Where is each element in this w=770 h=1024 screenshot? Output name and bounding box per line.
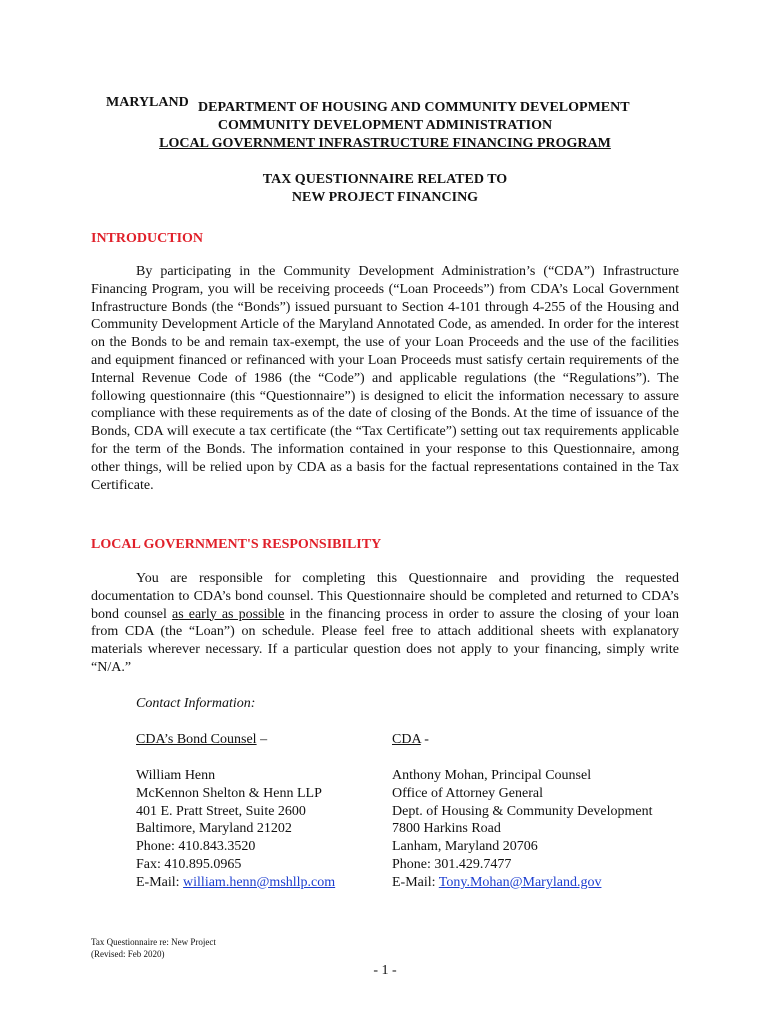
header-administration: COMMUNITY DEVELOPMENT ADMINISTRATION	[217, 118, 553, 133]
responsibility-paragraph	[91, 570, 679, 677]
bond-counsel-fax: Fax: 410.895.0965	[136, 856, 242, 872]
header-department: DEPARTMENT OF HOUSING AND COMMUNITY DEVELOPMENT	[198, 100, 630, 115]
cda-contact	[392, 767, 653, 892]
footer-line-1: Tax Questionnaire re: New Project	[91, 937, 216, 947]
header-program: LOCAL GOVERNMENT INFRASTRUCTURE FINANCING PROGRAM	[159, 136, 611, 151]
cda-email-label: E-Mail:	[392, 874, 439, 890]
bond-counsel-heading	[136, 731, 267, 749]
cda-heading-text: CDA	[392, 732, 421, 747]
bond-counsel-heading-suffix: –	[256, 732, 268, 747]
introduction-heading: INTRODUCTION	[91, 231, 204, 246]
cda-heading-suffix: -	[420, 732, 429, 747]
cda-email-link[interactable]: Tony.Mohan@Maryland.gov	[438, 874, 602, 890]
footer-note	[91, 936, 216, 960]
title-line-1: TAX QUESTIONNAIRE RELATED TO	[262, 172, 508, 187]
footer-line-2: (Revised: Feb 2020)	[91, 949, 165, 959]
cda-department: Dept. of Housing & Community Development	[392, 803, 653, 819]
bond-counsel-heading-text: CDA’s Bond Counsel	[136, 732, 257, 747]
bond-counsel-name: William Henn	[136, 768, 216, 783]
bond-counsel-address-1: 401 E. Pratt Street, Suite 2600	[136, 803, 306, 819]
bond-counsel-email-link[interactable]: william.henn@mshllp.com	[183, 874, 336, 890]
introduction-body: By participating in the Community Development Administration’s (“CDA”) Infrastructure Financing Program, you will be receiving proceeds (“Loan Proceeds”) from CDA’s Local Government Infrastructure Bonds (the “Bonds”) issued pursuant to Section 4-101 through 4-255 of the Housing and Community Development Article of the Maryland Annotated Code, as amended. In order for the interest on the Bonds to be and remain tax-exempt, the use of your Loan Proceeds and the use of the facilities and equipment financed or refinanced with your Loan Proceeds must satisfy certain requirements of the Internal Revenue Code of 1986 (the “Code”) and applicable regulations (the “Regulations”). The following questionnaire (this “Questionnaire”) is designed to elicit the information necessary to assure compliance with these requirements as of the date of closing of the Bonds. At the time of issuance of the Bonds, CDA will execute a tax certificate (the “Tax Certificate”) setting out tax requirements applicable for the term of the Bonds. The information contained in your response to this Questionnaire, among other things, will be relied upon by CDA as a basis for the factual representations contained in the Tax Certificate.	[91, 264, 679, 493]
bond-counsel-address-2: Baltimore, Maryland 21202	[136, 821, 292, 837]
bond-counsel-firm: McKennon Shelton & Henn LLP	[136, 785, 322, 801]
page-number: - 1 -	[373, 963, 397, 978]
responsibility-body-emphasis: as early as possible	[171, 606, 285, 622]
introduction-paragraph	[91, 263, 679, 494]
bond-counsel-email-line	[136, 874, 335, 892]
cda-email-line	[392, 874, 653, 892]
cda-address-1: 7800 Harkins Road	[392, 821, 501, 837]
responsibility-body-after: in the financing process in order to assure the closing of your loan from CDA (the “Loan”) on schedule. Please feel free to attach additional sheets with explanatory materials wherever necessary. If a particular question does not apply to your financing, simply write “N/A.”	[91, 606, 680, 675]
responsibility-body	[91, 570, 679, 677]
title-line-2: NEW PROJECT FINANCING	[291, 190, 479, 205]
cda-phone: Phone: 301.429.7477	[392, 856, 512, 872]
bond-counsel-email-label: E-Mail:	[136, 874, 184, 890]
responsibility-heading: LOCAL GOVERNMENT'S RESPONSIBILITY	[91, 537, 382, 552]
cda-heading	[392, 731, 429, 749]
cda-name: Anthony Mohan, Principal Counsel	[392, 768, 592, 783]
bond-counsel-contact	[136, 767, 335, 892]
bond-counsel-phone: Phone: 410.843.3520	[136, 839, 256, 855]
responsibility-body-before: You are responsible for completing this Questionnaire and providing the requested documentation to CDA’s bond counsel. This Questionnaire should be completed and returned to CDA’s bond counsel	[91, 571, 679, 622]
cda-office: Office of Attorney General	[392, 785, 543, 801]
contact-label: Contact Information:	[136, 696, 256, 711]
header-maryland: MARYLAND	[106, 95, 189, 110]
cda-address-2: Lanham, Maryland 20706	[392, 839, 538, 855]
